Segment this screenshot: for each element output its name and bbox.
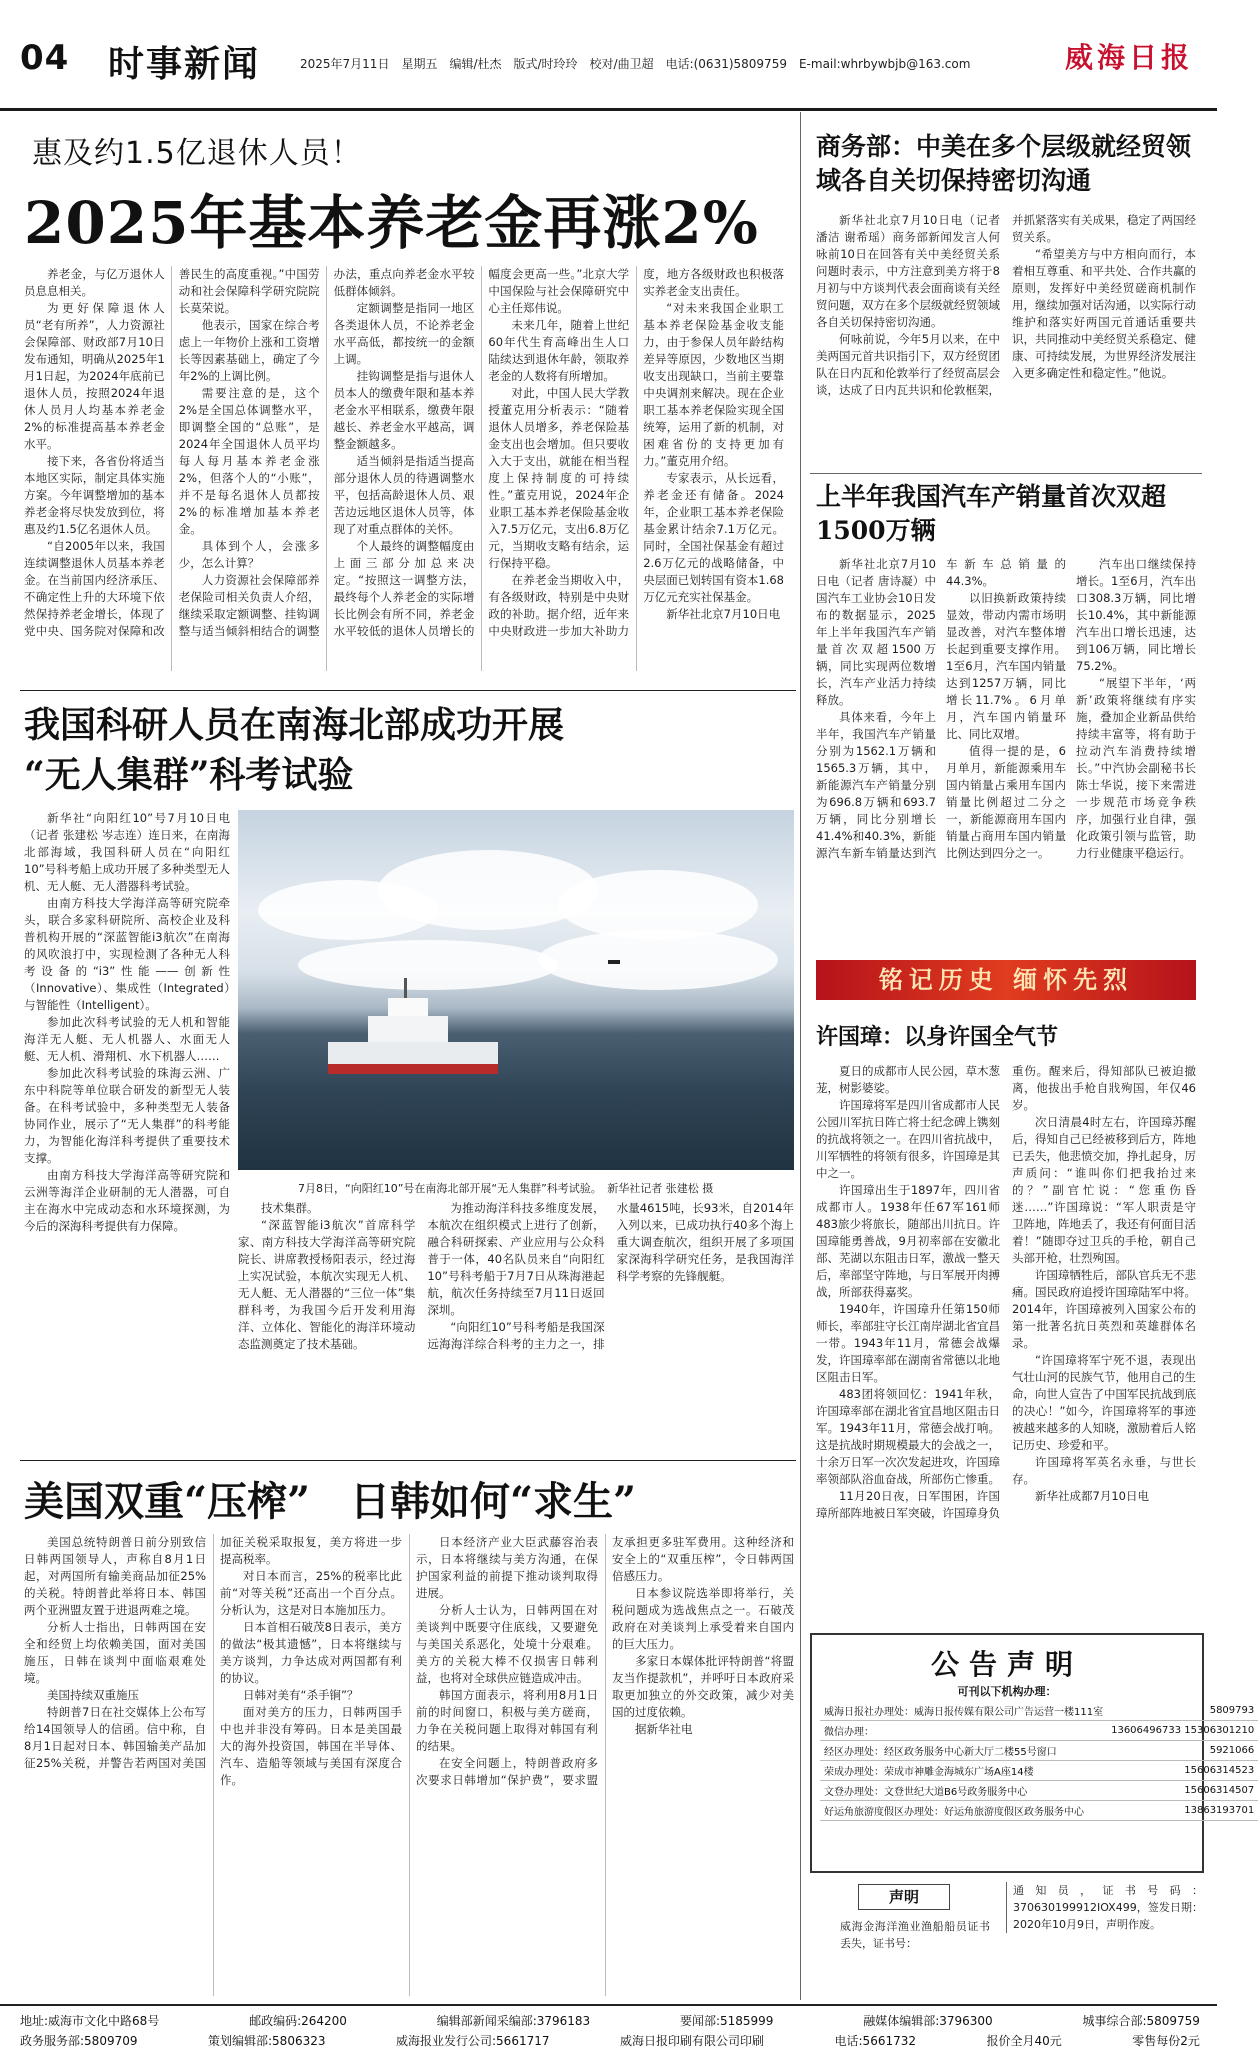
- notice-office: 文登办理处：文登世纪大道B6号政务服务中心: [820, 1781, 1107, 1801]
- paragraph: 在安全问题上，特朗普政府多次要求日韩增加“保护费”，要求盟友承担更多驻军费用。这种经济和安全上的“双重压榨”，令日韩两国倍感压力。: [416, 1535, 794, 1787]
- divider: [20, 690, 796, 691]
- footer-item: 电话:5661732: [834, 2034, 917, 2048]
- footer-item: 邮政编码:264200: [249, 2014, 347, 2028]
- divider: [810, 473, 1202, 474]
- paragraph: 技术集群。: [261, 1201, 319, 1215]
- divider: [20, 1460, 796, 1461]
- notice-box: [810, 1633, 1255, 1873]
- pension-headline: 2025年基本养老金再涨2%: [24, 189, 759, 257]
- paragraph: 为推动海洋科技多维度发展，本航次在组织模式上进行了创新，融合科研探索、产业应用与公众科普于一体，40名队员来自“向阳红10”号科考船于7月7日从珠海港起航，航次任务持续至7月11日返回深圳。: [427, 1201, 605, 1317]
- footer-item: 政务服务部:5809709: [20, 2034, 138, 2048]
- footer-item: 地址:威海市文化中路68号: [20, 2014, 160, 2028]
- paragraph: 许国璋出生于1897年，四川省成都市人。1938年任67军161师483旅少将旅长，随部出川抗日。许国璋能勇善战，9月初率部在安徽北部、芜湖以东阻击日军，激战一整天后，率部坚守阵地，与日军展开肉搏战，所部获得嘉奖。: [816, 1183, 1000, 1299]
- paragraph: 新华社“向阳红10”号7月10日电（记者 张建松 岑志连）连日来，在南海北部海域，我国科研人员在“向阳红10”号科考船上成功开展了多种类型无人机、无人艇、无人潜器科考试验。: [24, 811, 230, 893]
- paragraph: 特朗普7日在社交媒体上公布写给14国领导人的信函。信中称，自8月1日起对日本、韩国输美产品加征25%关税，并警告若两国对美国加征关税采取报复，美方将进一步提高税率。: [24, 1535, 402, 1770]
- research-ship-photo: [238, 810, 794, 1170]
- paragraph: 许国璋将军英名永垂，与世长存。: [1012, 1455, 1196, 1486]
- paragraph: 分析人士认为，日韩两国在对美谈判中既要守住底线，又要避免与美国关系恶化，处境十分艰难。美方的关税大棒不仅损害日韩利益，也将对全球供应链造成冲击。: [416, 1603, 598, 1685]
- notice-office: 荣成办理处：荣成市神雕金海城东广场A座14楼: [820, 1761, 1107, 1781]
- paragraph: 韩国方面表示，将利用8月1日前的时间窗口，积极与美方磋商，力争在关税问题上取得对韩国有利的结果。: [416, 1688, 598, 1753]
- notice-row: [820, 1741, 1258, 1761]
- paragraph: 由南方科技大学海洋高等研究院和云洲等海洋企业研制的无人潜器，可自主在海水中完成动态和水环境探测，为今后的深海科考提供有力保障。: [24, 1168, 230, 1233]
- cluster-headline-line1: 我国科研人员在南海北部成功开展: [24, 704, 565, 746]
- paragraph: 日本参议院选举即将举行，关税问题成为选战焦点之一。石破茂政府在对美谈判上承受着来自国内的巨大压力。: [612, 1586, 794, 1651]
- paragraph: 许国璋将军是四川省成都市人民公园川军抗日阵亡将士纪念碑上镌刻的抗战将领之一。在四川省抗战中，川军牺牲的将领有很多，许国璋是其中之一。: [816, 1098, 1000, 1180]
- paragraph: “许国璋将军宁死不退，表现出气壮山河的民族气节，他用自己的生命，向世人宣告了中国军民抗战到底的决心！”如今，许国璋将军的事迹被越来越多的人知晓，激励着后人铭记历史、珍爱和平。: [1012, 1353, 1196, 1452]
- notice-office: 威海日报社办理处：威海日报传媒有限公司广告运营一楼111室: [820, 1701, 1107, 1721]
- footer-item: 策划编辑部:5806323: [208, 2034, 326, 2048]
- paragraph: 对日本而言，25%的税率比此前“对等关税”还高出一个百分点。分析认为，这是对日本施加压力。: [220, 1569, 402, 1617]
- notice-office: 经区办理处：经区政务服务中心新大厅二楼55号窗口: [820, 1741, 1107, 1761]
- paragraph: 以旧换新政策持续显效，带动内需市场明显改善，对汽车整体增长起到重要支撑作用。1至6月，汽车国内销量达到1257万辆，同比增长11.7%。6月单月，汽车国内销量环比、同比双增。: [946, 591, 1066, 741]
- footer-item: 威海日报印刷有限公司印刷: [620, 2034, 765, 2048]
- masthead-meta: 2025年7月11日 星期五 编辑/杜杰 版式/时玲玲 校对/曲卫超 电话:(0631)5809759 E-mail:whrbywbjb@163.com: [300, 57, 971, 71]
- paragraph: 专家表示，从长远看，养老金还有储备。2024年，企业职工基本养老保险基金累计结余7.1万亿元。同时，全国社保基金有超过2.6万亿元的战略储备，中央层面已划转国有资本1.68万亿元充实社保基金。: [643, 471, 784, 604]
- paragraph: 定额调整是指同一地区各类退休人员，不论养老金水平高低，都按统一的金额上调。: [333, 301, 475, 366]
- notice-phone: 15606314523: [1107, 1761, 1258, 1781]
- paragraph: 养老金，与亿万退休人员息息相关。: [24, 267, 165, 298]
- paragraph: 美国持续双重施压: [47, 1688, 139, 1702]
- cluster-headline: [24, 700, 794, 800]
- notice-subtitle: 可刊以下机构办理：: [957, 1685, 1057, 1698]
- notice-office: 好运角旅游度假区办理处：好运角旅游度假区政务服务中心: [820, 1801, 1107, 1821]
- paragraph: 为更好保障退休人员“老有所养”，人力资源社会保障部、财政部7月10日发布通知，明确从2025年1月1日起，为2024年底前已退休人员，按照2024年退休人员月人均基本养老金2%的标准提高基本养老金水平。: [24, 301, 165, 451]
- paragraph: 分析人士指出，日韩两国在安全和经贸上均依赖美国，面对美国施压，日韩在谈判中面临艰难处境。: [24, 1620, 206, 1685]
- notice-phone: 13863193701: [1107, 1801, 1258, 1821]
- shengming-title: 声明: [858, 1884, 950, 1910]
- paragraph: 适当倾斜是指适当提高部分退休人员的待遇调整水平，包括高龄退休人员、艰苦边远地区退休人员等，体现了对重点群体的关怀。: [333, 454, 475, 536]
- paragraph: 需要注意的是，这个2%是全国总体调整水平，即调整全国的“总账”，是2024年全国退休人员平均每人每月基本养老金涨2%，但落个人的“小账”，并不是每名退休人员都按2%的标准增加基本养老金。: [178, 386, 320, 536]
- footer-item: 威海报业发行公司:5661717: [396, 2034, 550, 2048]
- history-banner: 铭记历史 缅怀先烈: [816, 960, 1196, 1000]
- commerce-body: [816, 212, 1196, 464]
- footer-line-2: [20, 2032, 1200, 2049]
- pension-kicker: 惠及约1.5亿退休人员！: [32, 136, 362, 171]
- paragraph: 日韩对美有“杀手锏”？: [243, 1688, 359, 1702]
- footer-item: 编辑部新闻采编部:3796183: [436, 2014, 591, 2028]
- paragraph: “深蓝智能i3航次”首席科学家、南方科技大学海洋高等研究院院长、讲席教授杨阳表示，经过海上实况试验，本航次实现无人机、无人艇、无人潜器的“三位一体”集群科考，为我国今后开发利用海洋、立体化、智能化的海洋环境动态监测奠定了技术基础。: [238, 1218, 416, 1351]
- paragraph: 挂钩调整是指与退休人员本人的缴费年限和基本养老金水平相联系，缴费年限越长、养老金水平越高，调整金额越多。: [333, 369, 475, 451]
- paragraph: “希望美方与中方相向而行，本着相互尊重、和平共处、合作共赢的原则，发挥好中美经贸磋商机制作用，继续加强对话沟通，以实际行动维护和落实好两国元首通话重要共识，共同推动中美经贸关系稳定、健康、可持续发展，为世界经济发展注入更多确定性和稳定性。”他说。: [1012, 247, 1196, 380]
- footer-item: 融媒体编辑部:3796300: [863, 2014, 993, 2028]
- xu-body: [816, 1063, 1196, 1623]
- notice-phone: 15606314507: [1107, 1781, 1258, 1801]
- paragraph: 在养老金当期收入中，有各级财政，特别是中央财政的补助。据介绍，近年来中央财政进一步加大补助力度，地方各级财政也积极落实养老金支出责任。: [488, 267, 784, 638]
- column-divider: [800, 112, 801, 2000]
- paragraph: 接下来，各省份将适当本地区实际，制定具体实施方案。今年调整增加的基本养老金将尽快发放到位，将惠及约1.5亿名退休人员。: [24, 454, 165, 536]
- commerce-headline: 商务部：中美在多个层级就经贸领域各自关切保持密切沟通: [816, 132, 1192, 195]
- paragraph: 新华社北京7月10日电（记者 唐诗凝）中国汽车工业协会10日发布的数据显示，2025年上半年我国汽车产销量首次双超1500万辆，同比实现两位数增长，汽车产业活力持续释放。: [816, 557, 936, 707]
- cluster-headline-line2: “无人集群”科考试验: [24, 754, 354, 796]
- paragraph: “自2005年以来，我国连续调整退休人员基本养老金。在当前国内经济承压、不确定性上升的大环境下依然保持养老金增长，体现了党中央、国务院对保障和改善民生的高度重视。”中国劳动和社会保障科学研究院院长莫荣说。: [24, 267, 320, 638]
- notice-phone: 13606496733 15306301210: [1107, 1721, 1258, 1741]
- tariff-body: [24, 1534, 794, 1996]
- notice-title: 公告声明: [930, 1648, 1083, 1681]
- footer-item: 报价全月40元: [986, 2034, 1062, 2048]
- footer-item: 城事综合部:5809759: [1082, 2014, 1200, 2028]
- cluster-body-right: [238, 1200, 794, 1450]
- notice-row: [820, 1721, 1258, 1741]
- paragraph: 值得一提的是，6月单月，新能源乘用车国内销量占乘用车国内销量比例超过二分之一，新能源商用车国内销量占商用车国内销量比例达到四分之一。: [946, 744, 1066, 860]
- paragraph: 多家日本媒体批评特朗普“将盟友当作提款机”，并呼吁日本政府采取更加独立的外交政策，减少对美国的过度依赖。: [612, 1654, 794, 1719]
- footer-item: 零售每份2元: [1132, 2034, 1200, 2048]
- notice-office: 微信办理：: [820, 1721, 1107, 1741]
- paragraph: 参加此次科考试验的珠海云洲、广东中科院等单位联合研发的新型无人装备。在科考试验中，多种类型无人装备协同作业，展示了“无人集群”的科考能力，为智能化海洋科考提供了重要技术支撑。: [24, 1066, 230, 1165]
- paragraph: 新华社成都7月10日电: [1035, 1489, 1149, 1503]
- paragraph: 11月20日夜，日军围困，许国璋所部阵地被日军突破，许国璋身负重伤。醒来后，得知部队已被迫撤离，他拔出手枪自戕殉国，年仅46岁。: [816, 1064, 1196, 1520]
- paragraph: 许国璋牺牲后，部队官兵无不悲痛。国民政府追授许国璋陆军中将。2014年，许国璋被列入国家公布的第一批著名抗日英烈和英雄群体名录。: [1012, 1268, 1196, 1350]
- paragraph: 个人最终的调整幅度由上面三部分加总来决定。“按照这一调整方法，最终每个人养老金的实际增长比例会有所不同，养老金水平较低的退休人员增长的幅度会更高一些。”北京大学中国保险与社会保障研究中心主任郑伟说。: [333, 267, 630, 638]
- paragraph: 新华社北京7月10日电: [666, 607, 781, 621]
- notice-row: [820, 1781, 1258, 1801]
- notice-table: [820, 1701, 1255, 1821]
- paragraph: 夏日的成都市人民公园，草木葱茏，树影婆娑。: [816, 1064, 1000, 1095]
- shengming-right: 通知员，证书号码：370630199912IOX499，签发日期：2020年10月9日，声明作废。: [1006, 1882, 1203, 1933]
- photo-caption: 7月8日，“向阳红10”号在南海北部开展“无人集群”科考试验。 新华社记者 张建松 摄: [298, 1182, 714, 1195]
- paragraph: 何咏前说，今年5月以来，在中美两国元首共识指引下，双方经贸团队在日内瓦和伦敦举行了经贸高层会谈，达成了日内瓦共识和伦敦框架，并抓紧落实有关成果，稳定了两国经贸关系。: [816, 213, 1196, 397]
- pension-body: [24, 266, 784, 671]
- notice-row: [820, 1761, 1258, 1781]
- paragraph: 人力资源社会保障部养老保险司相关负责人介绍，继续采取定额调整、挂钩调整与适当倾斜相结合的调整办法，重点向养老金水平较低群体倾斜。: [178, 267, 475, 638]
- notice-phone: 5921066: [1107, 1741, 1258, 1761]
- paragraph: 对此，中国人民大学教授董克用分析表示：“随着退休人员增多，养老保险基金支出也会增加。但只要收入大于支出，就能在相当程度上保持制度的可持续性。”董克用说，2024年企业职工基本养老保险基金收入7.5万亿元，支出6.8万亿元，当期收支略有结余，运行保持平稳。: [488, 386, 630, 570]
- xu-headline: 许国璋：以身许国全气节: [816, 1024, 1059, 1050]
- paragraph: 据新华社电: [635, 1722, 693, 1736]
- paragraph: 由南方科技大学海洋高等研究院牵头，联合多家科研院所、高校企业及科普机构开展的“深蓝智能i3航次”在南海的风吹浪打中，实现检测了各种无人科考设备的“i3”性能——创新性（Innovative）、集成性（Integrated）与智能性（Intelligent）。: [24, 896, 230, 1012]
- paragraph: 面对美方的压力，日韩两国手中也并非没有筹码。日本是美国最大的海外投资国，韩国在半导体、汽车、造船等领域与美国有深度合作。: [220, 1705, 402, 1787]
- paragraph: 美国总统特朗普日前分别致信日韩两国领导人，声称自8月1日起，对两国所有输美商品加征25%的关税。特朗普此举将日本、韩国两个亚洲盟友置于进退两难之境。: [24, 1535, 206, 1617]
- paragraph: “展望下半年，‘两新’政策将继续有序实施，叠加企业新品供给持续丰富等，将有助于拉动汽车消费持续增长。”中汽协会副秘书长陈士华说，接下来需进一步规范市场竞争秩序，加强行业自律，强化政策引领与监管，助力行业健康平稳运行。: [1076, 676, 1196, 860]
- paragraph: “向阳红10”号科考船是我国深远海海洋综合科考的主力之一，排水量4615吨，长93米，自2014年入列以来，已成功执行40多个海上重大调查航次，组织开展了多项国家深海科学研究任务，是我国海洋科学考察的先锋舰艇。: [427, 1201, 794, 1351]
- footer-line-1: [20, 2012, 1200, 2029]
- paragraph: 具体来看，今年上半年，我国汽车产销量分别为1562.1万辆和1565.3万辆，其中，新能源汽车产销量分别为696.8万辆和693.7万辆，同比分别增长41.4%和40.3%，新能源汽车新车销量达到汽车新车总销量的44.3%。: [816, 557, 1066, 860]
- paragraph: 参加此次科考试验的无人机和智能海洋无人艇、无人机器人、水面无人艇、无人机、滑翔机、水下机器人……: [24, 1015, 230, 1063]
- paragraph: 汽车出口继续保持增长。1至6月，汽车出口308.3万辆，同比增长10.4%，其中新能源汽车出口增长迅速，达到106万辆，同比增长75.2%。: [1076, 557, 1196, 673]
- paragraph: 483团将领回忆：1941年秋，许国璋率部在湖北省宜昌地区阻击日军。1943年11月，常德会战打响。这是抗战时期规模最大的会战之一，十余万日军一次次发起进攻，许国璋率领部队浴血奋战，所部伤亡惨重。: [816, 1387, 1000, 1486]
- autos-headline: 上半年我国汽车产销量首次双超1500万辆: [816, 482, 1167, 545]
- page-number: 04: [20, 38, 70, 78]
- page-footer: [0, 2004, 1217, 2056]
- section-title: 时事新闻: [108, 44, 261, 85]
- notice-row: [820, 1701, 1258, 1721]
- paragraph: “对未来我国企业职工基本养老保险基金收支能力，由于参保人员年龄结构差异等原因，少数地区当期收支出现缺口，当前主要靠中央调剂来解决。现在企业职工基本养老保险实现全国统筹，运用了新的机制，对困难省份的支持更加有力。”董克用介绍。: [643, 301, 784, 468]
- paragraph: 他表示，国家在综合考虑上一年物价上涨和工资增长等因素基础上，确定了今年2%的上调比例。: [178, 318, 320, 383]
- newspaper-logo: 威海日报: [1064, 41, 1193, 74]
- tariff-headline: 美国双重“压榨” 日韩如何“求生”: [24, 1478, 637, 1525]
- paragraph: 日本首相石破茂8日表示，美方的做法“极其遗憾”，日本将继续与美方谈判，力争达成对两国都有利的协议。: [220, 1620, 402, 1685]
- page-header: [0, 0, 1217, 111]
- autos-body: [816, 556, 1196, 948]
- paragraph: 具体到个人，会涨多少，怎么计算？: [178, 539, 320, 570]
- paragraph: 未来几年，随着上世纪60年代生育高峰出生人口陆续达到退休年龄，领取养老金的人数将有所增加。: [488, 318, 630, 383]
- notice-phone: 5809793: [1107, 1701, 1258, 1721]
- paragraph: 日本经济产业大臣武藤容治表示，日本将继续与美方沟通，在保护国家利益的前提下推动谈判取得进展。: [416, 1535, 598, 1600]
- footer-item: 要闻部:5185999: [679, 2014, 774, 2028]
- paragraph: 次日清晨4时左右，许国璋苏醒后，得知自己已经被移到后方，阵地已丢失，他悲愤交加，挣扎起身，厉声质问：“谁叫你们把我抬过来的？”副官忙说：“您重伤昏迷……”许国璋说：“军人职责是守卫阵地，阵地丢了，我还有何面目活着！”随即夺过卫兵的手枪，朝自己头部开枪，壮烈殉国。: [1012, 1115, 1196, 1265]
- shengming-left: 威海金海洋渔业渔船船员证书丢失，证书号：: [840, 1920, 990, 1950]
- notice-row: [820, 1801, 1258, 1821]
- paragraph: 1940年，许国璋升任第150师师长，率部驻守长江南岸湖北省宜昌一带。1943年11月，常德会战爆发，许国璋率部在湖南省常德以北地区阻击日军。: [816, 1302, 1000, 1384]
- cluster-body-left: [24, 810, 230, 1450]
- shengming-block: [810, 1878, 1203, 1996]
- paragraph: 新华社北京7月10日电（记者 潘洁 谢希瑶）商务部新闻发言人何咏前10日在回答有关中美经贸关系问题时表示，中方注意到美方将于8月初与中方谈判代表会面商谈有关经贸问题，双方在多个层级就经贸领域各自关切保持密切沟通。: [816, 213, 1000, 329]
